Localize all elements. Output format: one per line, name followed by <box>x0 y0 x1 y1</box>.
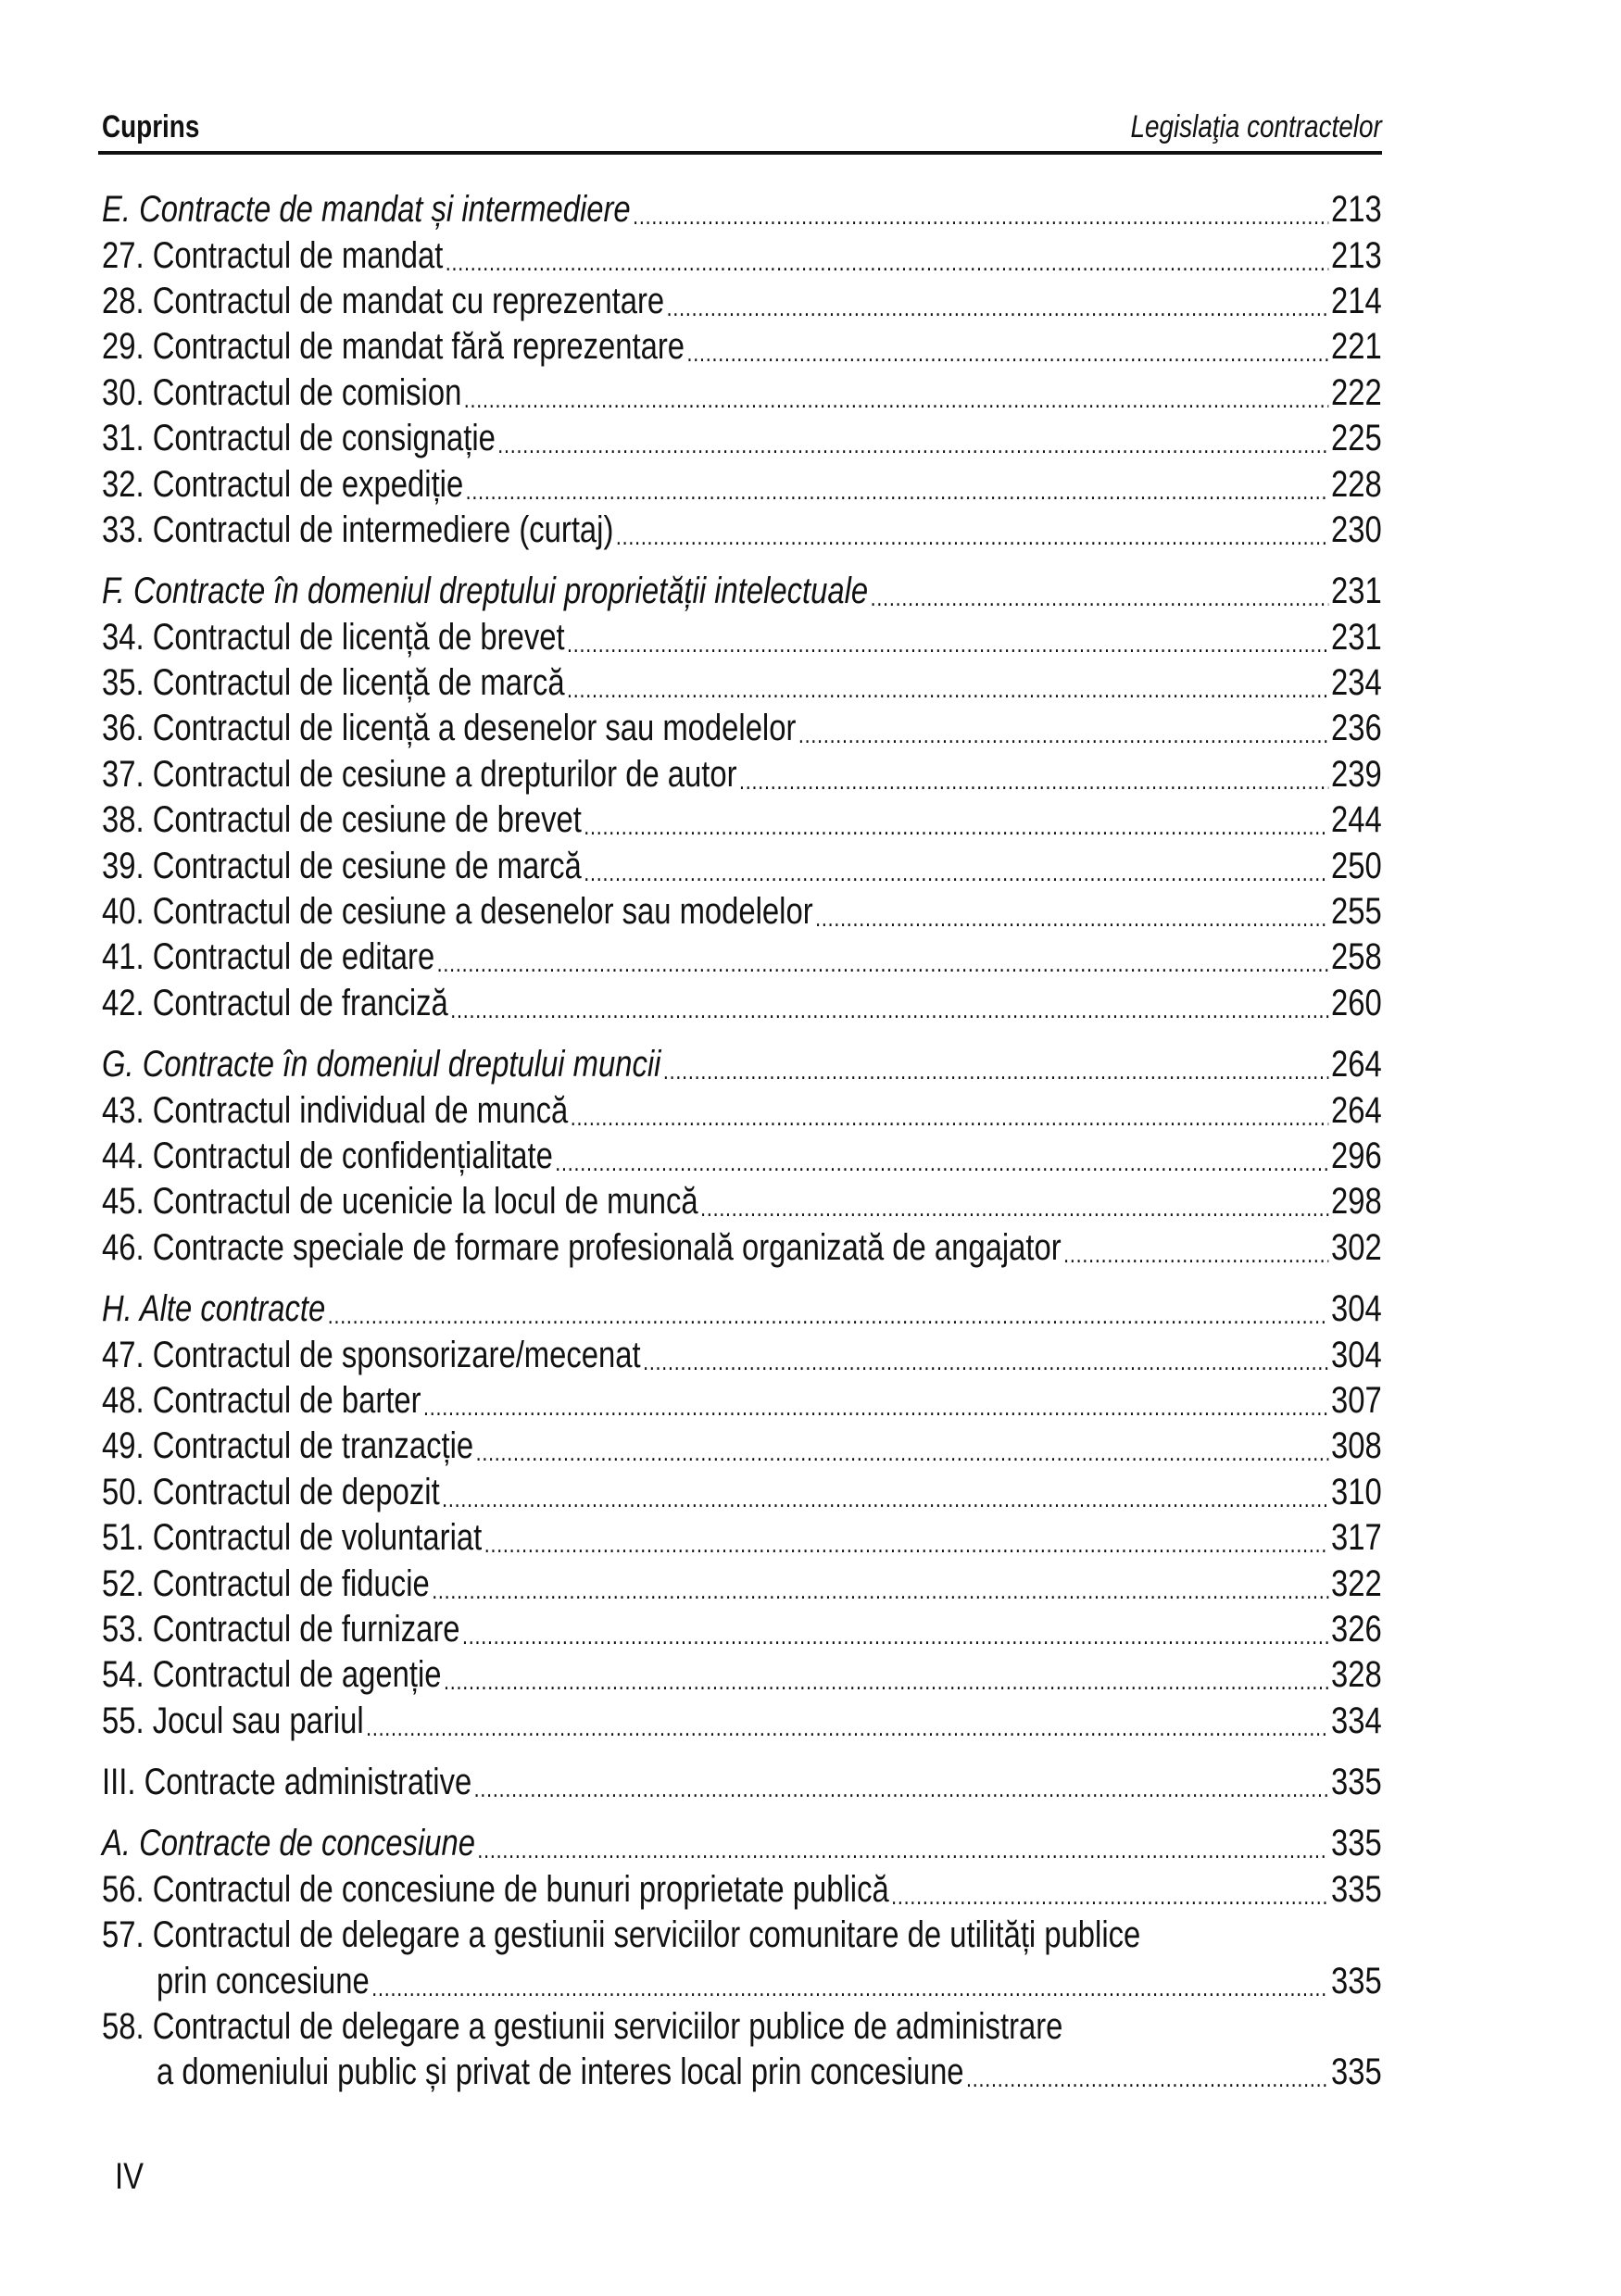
toc-page-number: 296 <box>1330 1135 1382 1176</box>
toc-entry-title: 54. Contractul de agenție <box>102 1654 442 1696</box>
toc-entry <box>102 370 1382 416</box>
page-number: IV <box>115 2156 144 2197</box>
dot-leader <box>633 189 1328 231</box>
toc-entry-title: 50. Contractul de depozit <box>102 1471 440 1512</box>
toc-entry <box>102 1867 1382 1913</box>
toc-entry <box>102 1179 1382 1224</box>
toc-entry <box>102 232 1382 278</box>
toc-page-number: 225 <box>1330 418 1382 459</box>
toc-page-number: 255 <box>1330 891 1382 933</box>
dot-leader <box>966 2051 1328 2093</box>
toc-entry <box>102 752 1382 797</box>
toc-entry <box>102 1424 1382 1469</box>
toc-entry-title: 29. Contractul de mandat fără reprezentare <box>102 326 685 368</box>
toc-page-number: 234 <box>1330 662 1382 704</box>
toc-entry-title: 39. Contractul de cesiune de marcă <box>102 845 582 886</box>
toc-entry-title: 41. Contractul de editare <box>102 936 435 978</box>
toc-section-heading <box>102 569 1382 614</box>
dot-leader <box>891 1869 1328 1911</box>
dot-leader <box>450 983 1328 1024</box>
toc-entry-title: III. Contracte administrative <box>102 1762 472 1803</box>
toc-entry <box>102 1134 1382 1179</box>
dot-leader <box>798 708 1329 749</box>
toc-page-number: 231 <box>1330 616 1382 658</box>
toc-page-number: 317 <box>1330 1517 1382 1559</box>
toc-page-number: 307 <box>1330 1379 1382 1421</box>
toc-page-number: 264 <box>1330 1044 1382 1085</box>
dot-leader <box>432 1563 1328 1605</box>
toc-entry <box>102 1378 1382 1424</box>
toc-entry-title: 52. Contractul de fiducie <box>102 1562 430 1604</box>
toc-entry-title: 27. Contractul de mandat <box>102 234 444 276</box>
toc-page-number: 264 <box>1330 1089 1382 1131</box>
dot-leader <box>462 1609 1329 1650</box>
toc-entry <box>102 416 1382 461</box>
toc-page-number: 304 <box>1330 1288 1382 1330</box>
header-rule <box>98 151 1382 155</box>
toc-page-number: 230 <box>1330 508 1382 550</box>
toc-entry-title: 58. Contractul de delegare a gestiunii serviciilor publice de administrare <box>102 2006 1063 2048</box>
toc-page-number: 310 <box>1330 1471 1382 1512</box>
toc-entry-title: 47. Contractul de sponsorizare/mecenat <box>102 1334 641 1375</box>
header-section-title: Cuprins <box>102 109 200 144</box>
toc-entry <box>102 843 1382 888</box>
toc-page-number: 304 <box>1330 1334 1382 1375</box>
toc-entry-title: a domeniului public și privat de interes local prin concesiune <box>157 2051 964 2093</box>
toc-entry-title: F. Contracte în domeniul dreptului proprietății intelectuale <box>102 571 869 612</box>
toc-page-number: 244 <box>1330 799 1382 841</box>
toc-entry <box>102 797 1382 843</box>
dot-leader <box>571 1090 1329 1132</box>
toc-entry <box>102 1087 1382 1133</box>
toc-page-number: 222 <box>1330 371 1382 413</box>
dot-leader <box>871 571 1329 612</box>
toc-section-heading <box>102 1286 1382 1332</box>
toc-page-number: 236 <box>1330 708 1382 749</box>
toc-entry-title: 42. Contractul de franciză <box>102 982 448 1023</box>
toc-entry-title: E. Contracte de mandat și intermediere <box>102 189 631 231</box>
toc-entry <box>102 461 1382 507</box>
toc-entry <box>102 1607 1382 1652</box>
toc-entry-title: 31. Contractul de consignație <box>102 418 496 459</box>
dot-leader <box>643 1335 1328 1376</box>
dot-leader <box>444 1654 1329 1696</box>
toc-page-number: 302 <box>1330 1226 1382 1268</box>
toc-page-number: 213 <box>1330 189 1382 231</box>
dot-leader <box>328 1288 1329 1330</box>
dot-leader <box>584 799 1328 841</box>
header-book-title: Legislaţia contractelor <box>1130 109 1382 144</box>
toc-page-number: 260 <box>1330 982 1382 1023</box>
dot-leader <box>497 418 1328 459</box>
toc-entry-title: 30. Contractul de comision <box>102 371 462 413</box>
toc-entry <box>102 1561 1382 1606</box>
toc-page-number: 231 <box>1330 571 1382 612</box>
dot-leader <box>464 372 1329 414</box>
toc-entry <box>102 706 1382 751</box>
dot-leader <box>366 1700 1328 1742</box>
toc-entry <box>102 981 1382 1026</box>
toc-entry-title: 46. Contracte speciale de formare profesională organizată de angajator <box>102 1226 1062 1268</box>
toc-page-number: 298 <box>1330 1181 1382 1223</box>
dot-leader <box>1063 1227 1328 1269</box>
dot-leader <box>567 617 1328 659</box>
toc-entry-title: 33. Contractul de intermediere (curtaj) <box>102 508 614 550</box>
toc-entry <box>102 324 1382 370</box>
toc-entry <box>102 660 1382 706</box>
toc-entry-title: 53. Contractul de furnizare <box>102 1608 460 1650</box>
toc-entry-title: 57. Contractul de delegare a gestiunii serviciilor comunitare de utilități publice <box>102 1914 1141 1956</box>
toc-entry-title: 49. Contractul de tranzacție <box>102 1425 474 1467</box>
dot-leader <box>663 1044 1329 1085</box>
dot-leader <box>484 1517 1329 1559</box>
toc-entry <box>102 889 1382 935</box>
toc-entry <box>102 615 1382 660</box>
dot-leader <box>739 754 1328 796</box>
toc-entry <box>102 2004 1382 2050</box>
toc-entry-title: A. Contracte de concesiune <box>102 1823 475 1864</box>
toc-page-number: 328 <box>1330 1654 1382 1696</box>
toc-entry-title: 45. Contractul de ucenicie la locul de muncă <box>102 1181 698 1223</box>
toc-page-number: 213 <box>1330 234 1382 276</box>
toc-entry <box>102 1515 1382 1561</box>
toc-page-number: 335 <box>1330 1868 1382 1910</box>
dot-leader <box>437 936 1329 978</box>
toc-entry-title: 38. Contractul de cesiune de brevet <box>102 799 582 841</box>
toc-entry-title: 28. Contractul de mandat cu reprezentare <box>102 280 665 321</box>
toc-entry <box>102 935 1382 980</box>
toc-section-heading <box>102 187 1382 232</box>
dot-leader <box>446 235 1329 277</box>
toc-page-number: 326 <box>1330 1608 1382 1650</box>
toc-entry-title: 36. Contractul de licență a desenelor sau modelelor <box>102 708 797 749</box>
toc-entry-title: 56. Contractul de concesiune de bunuri proprietate publică <box>102 1868 889 1910</box>
toc-page-number: 228 <box>1330 463 1382 505</box>
toc-page-number: 335 <box>1330 2051 1382 2093</box>
toc-entry-title: 43. Contractul individual de muncă <box>102 1089 569 1131</box>
dot-leader <box>466 464 1329 506</box>
dot-leader <box>477 1823 1328 1864</box>
toc-entry <box>102 1652 1382 1698</box>
toc-entry <box>102 508 1382 553</box>
toc-entry-title: 48. Contractul de barter <box>102 1379 421 1421</box>
toc-section-heading <box>102 1042 1382 1087</box>
dot-leader <box>584 846 1328 887</box>
dot-leader <box>371 1961 1328 2002</box>
toc-entry-title: 55. Jocul sau pariul <box>102 1700 364 1741</box>
toc-entry <box>102 1913 1382 1958</box>
dot-leader <box>423 1380 1328 1422</box>
toc-entry <box>102 1958 1382 2003</box>
toc-entry-title: prin concesiune <box>157 1960 370 2001</box>
toc-entry-title: 44. Contractul de confidențialitate <box>102 1135 553 1176</box>
toc-entry <box>102 1332 1382 1377</box>
toc-page-number: 334 <box>1330 1700 1382 1741</box>
dot-leader <box>667 281 1329 322</box>
toc-page-number: 258 <box>1330 936 1382 978</box>
toc-entry <box>102 1699 1382 1744</box>
toc-page-number: 239 <box>1330 753 1382 795</box>
toc-entry-title: 40. Contractul de cesiune a desenelor sau modelelor <box>102 891 813 933</box>
toc-page-number: 335 <box>1330 1823 1382 1864</box>
toc-entry-title: 34. Contractul de licență de brevet <box>102 616 565 658</box>
toc-entry <box>102 279 1382 324</box>
dot-leader <box>686 326 1328 368</box>
toc-entry-title: 51. Contractul de voluntariat <box>102 1517 483 1559</box>
table-of-contents <box>102 187 1382 2096</box>
toc-page-number: 214 <box>1330 280 1382 321</box>
toc-entry <box>102 2050 1382 2095</box>
toc-page-number: 322 <box>1330 1562 1382 1604</box>
dot-leader <box>476 1425 1329 1467</box>
toc-page-number: 221 <box>1330 326 1382 368</box>
toc-section-heading <box>102 1760 1382 1805</box>
toc-entry-title: 32. Contractul de expediție <box>102 463 464 505</box>
toc-entry <box>102 1470 1382 1515</box>
toc-entry-title: 37. Contractul de cesiune a drepturilor de autor <box>102 753 737 795</box>
dot-leader <box>815 891 1328 933</box>
dot-leader <box>474 1762 1329 1803</box>
dot-leader <box>442 1472 1328 1513</box>
dot-leader <box>555 1135 1328 1177</box>
toc-page-number: 250 <box>1330 845 1382 886</box>
dot-leader <box>616 509 1329 551</box>
toc-entry-title: 35. Contractul de licență de marcă <box>102 662 565 704</box>
dot-leader <box>700 1181 1328 1223</box>
toc-entry-title: G. Contracte în domeniul dreptului muncii <box>102 1044 661 1085</box>
toc-page-number: 335 <box>1330 1960 1382 2001</box>
toc-page-number: 308 <box>1330 1425 1382 1467</box>
toc-entry <box>102 1225 1382 1271</box>
toc-section-heading <box>102 1821 1382 1866</box>
running-header <box>102 109 1382 150</box>
dot-leader <box>567 662 1328 704</box>
toc-page-number: 335 <box>1330 1762 1382 1803</box>
toc-entry-title: H. Alte contracte <box>102 1288 326 1330</box>
